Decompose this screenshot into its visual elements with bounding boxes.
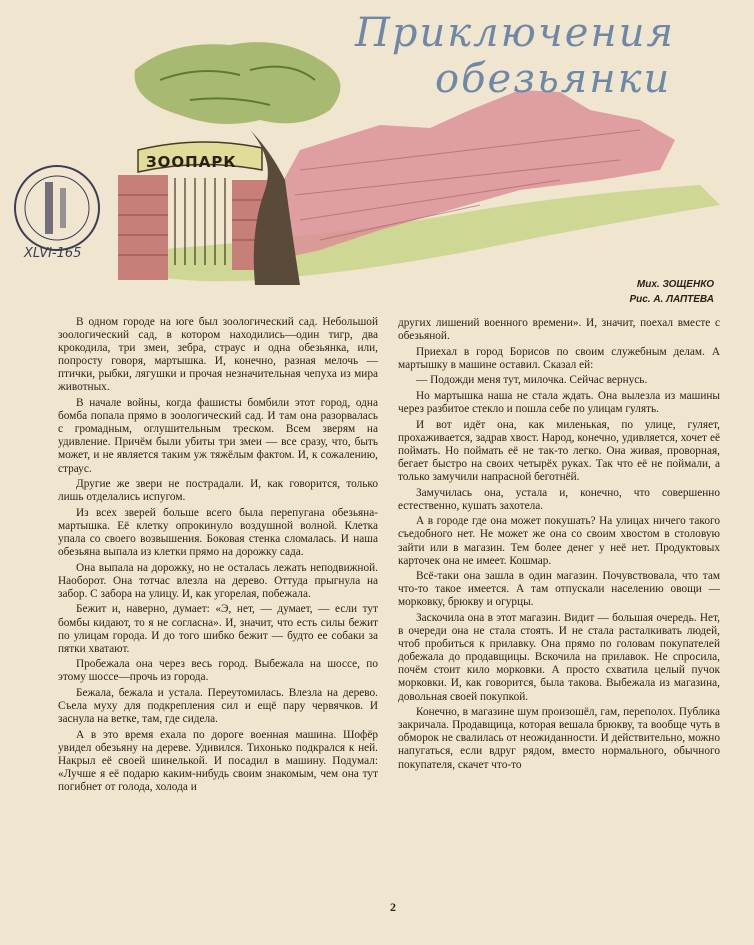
paragraph: Всё-таки она зашла в один магазин. Почувствовала, что там что-то такое имеется. А там отпускали населению овощи — морковку, брюкву и огурцы. (398, 570, 720, 609)
paragraph: Но мартышка наша не стала ждать. Она вылезла из машины через разбитое стекло и пошла себе по улицам гулять. (398, 389, 720, 416)
archive-handwritten-note: XLVI-165 (24, 246, 82, 261)
library-stamp (15, 166, 99, 250)
tree-crown (135, 42, 341, 124)
gate-sign-text: ЗООПАРК (146, 153, 237, 171)
paragraph: Она выпала на дорожку, но не осталась лежать неподвижной. Наоборот. Она тотчас влезла на дерево. Оттуда прыгнула на забор. С забора на улицу. И, как угорелая, побежала. (58, 561, 378, 600)
author-credit: Мих. ЗОЩЕНКО (636, 279, 714, 290)
paragraph: В одном городе на юге был зоологический сад. Небольшой зоологический сад, в котором находились—один тигр, два крокодила, три змеи, зебра, страус и одна обезьянка, или, попросту говоря, мартышка. И, конечно, разная мелочь — птички, рыбки, лягушки и прочая незначительная чепуха из мира животных. (58, 316, 378, 394)
text-column-right (398, 317, 720, 774)
story-title-line-2: обезьянки (435, 56, 672, 102)
paragraph: Пробежала она через весь город. Выбежала на шоссе, по этому шоссе—прочь из города. (58, 658, 378, 684)
artist-credit: Рис. А. ЛАПТЕВА (629, 294, 714, 305)
gate-left-pillar (118, 175, 168, 280)
paragraph: В начале войны, когда фашисты бомбили этот город, одна бомба попала прямо в зоологический сад. И там она разорвалась с громадным, оглушительным треском. Всем зверям на удивление. Причём были убиты три змеи — все сразу, что, быть может, и не является таким уж тяжёлым фактом. И, к сожалению, страус. (58, 397, 378, 475)
paragraph: Другие же звери не пострадали. И, как говорится, только лишь отделались испугом. (58, 478, 378, 504)
story-title-line-1: Приключения (355, 10, 675, 56)
paragraph: Приехал в город Борисов по своим служебным делам. А мартышку в машине оставил. Сказал ей: (398, 345, 720, 371)
paragraph: Бежит и, наверно, думает: «Э, нет, — думает, — если тут бомбы кидают, то я не согласна». И, значит, что есть силы бежит по улицам города. И до того шибко бежит — будто ее собаки за пятки хватают. (58, 603, 378, 655)
paragraph: Замучилась она, устала и, конечно, что совершенно естественно, кушать захотела. (398, 486, 720, 512)
story-title (355, 10, 745, 102)
credits (629, 277, 714, 307)
paragraph: Бежала, бежала и устала. Переутомилась. Влезла на дерево. Съела муху для подкрепления сил и ещё пару червячков. И заснула на ветке, там, где сидела. (58, 687, 378, 726)
paragraph: Из всех зверей больше всего была перепугана обезьяна-мартышка. Её клетку опрокинуло воздушной волной. Клетка упала со своего возвышения. Боковая стенка сломалась. И наша обезьяна выпала из клетки прямо на дорожку сада. (58, 506, 378, 559)
paragraph: А в это время ехала по дороге военная машина. Шофёр увидел обезьяну на дереве. Удивился. Тихонько подкрался к ней. Накрыл её своей шинелькой. И посадил в машину. Подумал: «Лучше я её подарю каким-нибудь своим знакомым, чем она тут погибнет от голода, холода и (58, 728, 378, 794)
paragraph: Конечно, в магазине шум произошёл, гам, переполох. Публика закричала. Продавщица, которая вешала брюкву, та вообще чуть в обморок не свалилась от неожиданности. И действительно, можно напугаться, если вдруг рядом, вместо нормального, обычного покупателя, скачет что-то (398, 706, 720, 771)
paragraph: — Подожди меня тут, милочка. Сейчас вернусь. (416, 374, 648, 387)
paragraph: других лишений военного времени». И, значит, поехал вместе с обезьяной. (398, 317, 720, 343)
paragraph: И вот идёт она, как миленькая, по улице, гуляет, прохаживается, задрав хвост. Народ, конечно, удивляется, хочет её поймать. Но поймать её не так-то легко. Она живая, проворная, бегает быстро на своих четырёх руках. Так что её не поймали, а только замучили напрасной беготнёй. (398, 418, 720, 484)
page-number: 2 (390, 900, 396, 914)
paragraph: А в городе где она может покушать? На улицах ничего такого съедобного нет. Не может же она со своим хвостом в столовую зайти или в магазин. Тем более денег у неё нет. Продуктовых карточек она не имеет. Кошмар. (398, 515, 720, 567)
paragraph: Заскочила она в этот магазин. Видит — большая очередь. Нет, в очереди она не стала стоять. И не стала расталкивать людей, чтоб пробиться к прилавку. Она прямо по головам покупателей добежала до продавщицы. Вскочила на прилавок. Не спросила, почём стоит кило морковки. А просто схватила целый пучок морковки. И, как говорится, была такова. Выбежала из магазина, довольная своей покупкой. (398, 611, 720, 703)
text-column-left (58, 316, 378, 797)
